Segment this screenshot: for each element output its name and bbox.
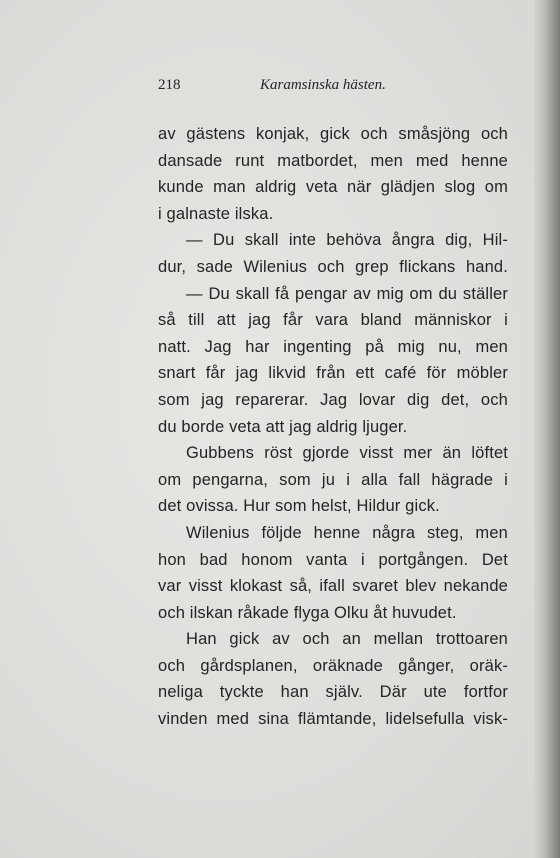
text-line: snart får jag likvid från ett café för möbler <box>158 364 508 383</box>
text-line: av gästens konjak, gick och småsjöng och <box>158 125 508 143</box>
text-line: i galnaste ilska. <box>158 204 274 223</box>
text-line: som jag reparerar. Jag lovar dig det, och <box>158 390 508 409</box>
text-line: — Du skall inte behöva ångra dig, Hil- <box>186 231 508 250</box>
text-line: Wilenius följde henne några steg, men <box>186 523 508 542</box>
page-number: 218 <box>158 77 181 93</box>
text-line: natt. Jag har ingenting på mig nu, men <box>158 337 508 356</box>
text-line: Han gick av och an mellan trottoaren <box>186 630 508 649</box>
text-line: om pengarna, som ju i alla fall hägrade i <box>158 470 508 489</box>
text-line: du borde veta att jag aldrig ljuger. <box>158 417 408 436</box>
running-title: Karamsinska hästen. <box>260 77 386 93</box>
text-line: dansade runt matbordet, men med henne <box>158 151 508 170</box>
text-line: vinden med sina flämtande, lidelsefulla visk- <box>158 710 508 729</box>
text-line: Gubbens röst gjorde visst mer än löftet <box>186 444 508 463</box>
text-line: och gårdsplanen, oräknade gånger, oräk- <box>158 656 508 675</box>
text-line: så till att jag får vara bland människor i <box>158 311 508 330</box>
text-line: och ilskan råkade flyga Olku åt huvudet. <box>158 603 457 622</box>
text-line: hon bad honom vanta i portgången. Det <box>158 550 508 569</box>
text-line: det ovissa. Hur som helst, Hildur gick. <box>158 497 440 516</box>
text-line: kunde man aldrig veta när glädjen slog om <box>158 178 508 197</box>
text-line: var visst klokast så, ifall svaret blev nekande <box>158 577 508 596</box>
text-line: neliga tyckte han själv. Där ute fortfor <box>158 683 508 702</box>
text-line: — Du skall få pengar av mig om du ställer <box>186 284 508 303</box>
page-edge-shadow <box>534 0 560 858</box>
text-line: dur, sade Wilenius och grep flickans hand. <box>158 257 508 276</box>
running-head <box>158 74 498 96</box>
body-text <box>158 121 508 733</box>
